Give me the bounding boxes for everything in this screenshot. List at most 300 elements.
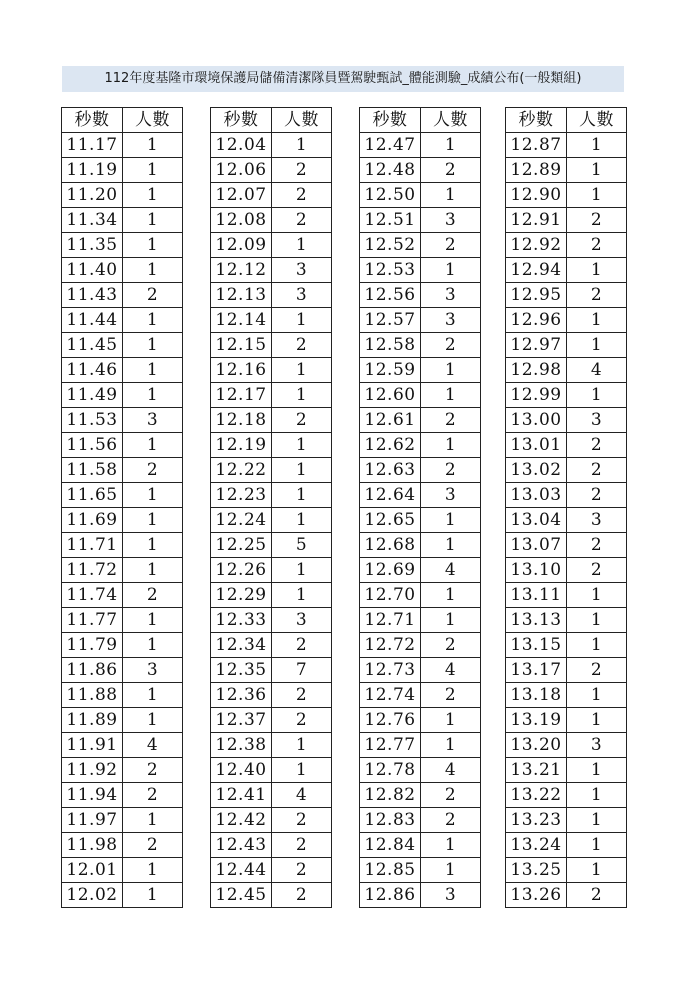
table-row	[62, 158, 183, 183]
count-cell: 1	[272, 458, 332, 483]
seconds-cell: 12.43	[211, 833, 272, 858]
table-row	[211, 608, 332, 633]
seconds-cell: 12.24	[211, 508, 272, 533]
count-header: 人數	[421, 108, 481, 133]
count-header: 人數	[123, 108, 183, 133]
table-row	[211, 408, 332, 433]
seconds-cell: 12.25	[211, 533, 272, 558]
seconds-cell: 11.94	[62, 783, 123, 808]
seconds-cell: 12.68	[360, 533, 421, 558]
table-row	[506, 508, 627, 533]
table-row	[211, 483, 332, 508]
seconds-cell: 11.79	[62, 633, 123, 658]
table-row	[360, 633, 481, 658]
count-cell: 1	[123, 683, 183, 708]
count-cell: 1	[421, 508, 481, 533]
count-cell: 2	[421, 233, 481, 258]
table-row	[506, 283, 627, 308]
seconds-cell: 12.07	[211, 183, 272, 208]
seconds-cell: 13.22	[506, 783, 567, 808]
seconds-cell: 12.96	[506, 308, 567, 333]
table-row	[506, 483, 627, 508]
table-row	[506, 733, 627, 758]
seconds-cell: 12.23	[211, 483, 272, 508]
table-row	[506, 358, 627, 383]
count-cell: 1	[272, 433, 332, 458]
table-row	[211, 333, 332, 358]
table-row	[360, 783, 481, 808]
table-row	[211, 858, 332, 883]
count-cell: 2	[272, 858, 332, 883]
count-cell: 1	[123, 158, 183, 183]
count-cell: 1	[123, 883, 183, 908]
count-cell: 2	[272, 683, 332, 708]
table-row	[506, 683, 627, 708]
seconds-cell: 12.91	[506, 208, 567, 233]
table-row	[211, 358, 332, 383]
table-row	[360, 208, 481, 233]
table-row	[506, 858, 627, 883]
score-table-1	[61, 107, 183, 908]
count-cell: 1	[421, 733, 481, 758]
count-cell: 2	[421, 808, 481, 833]
table-row	[360, 558, 481, 583]
seconds-cell: 11.77	[62, 608, 123, 633]
table-row	[360, 508, 481, 533]
count-cell: 1	[421, 358, 481, 383]
seconds-cell: 13.15	[506, 633, 567, 658]
count-cell: 1	[567, 833, 627, 858]
count-cell: 3	[421, 308, 481, 333]
table-row	[360, 758, 481, 783]
count-cell: 1	[272, 358, 332, 383]
table-row	[211, 158, 332, 183]
count-cell: 1	[567, 858, 627, 883]
seconds-cell: 12.16	[211, 358, 272, 383]
seconds-header: 秒數	[62, 108, 123, 133]
table-row	[360, 158, 481, 183]
table-row	[360, 258, 481, 283]
seconds-cell: 12.61	[360, 408, 421, 433]
count-cell: 1	[567, 258, 627, 283]
count-cell: 4	[567, 358, 627, 383]
count-cell: 3	[567, 408, 627, 433]
count-cell: 1	[567, 133, 627, 158]
seconds-cell: 11.43	[62, 283, 123, 308]
count-cell: 1	[123, 208, 183, 233]
seconds-cell: 12.74	[360, 683, 421, 708]
seconds-cell: 12.36	[211, 683, 272, 708]
count-cell: 7	[272, 658, 332, 683]
count-cell: 2	[421, 633, 481, 658]
seconds-cell: 12.56	[360, 283, 421, 308]
count-cell: 1	[123, 808, 183, 833]
table-row	[62, 208, 183, 233]
table-row	[211, 558, 332, 583]
count-cell: 1	[421, 608, 481, 633]
table-row	[506, 783, 627, 808]
seconds-cell: 12.99	[506, 383, 567, 408]
table-row	[62, 383, 183, 408]
table-row	[360, 333, 481, 358]
seconds-cell: 12.42	[211, 808, 272, 833]
seconds-cell: 12.44	[211, 858, 272, 883]
seconds-header: 秒數	[360, 108, 421, 133]
count-cell: 1	[123, 633, 183, 658]
score-table-2	[210, 107, 332, 908]
count-header: 人數	[567, 108, 627, 133]
table-row	[506, 408, 627, 433]
count-cell: 4	[272, 783, 332, 808]
seconds-cell: 12.83	[360, 808, 421, 833]
count-header: 人數	[272, 108, 332, 133]
count-cell: 2	[567, 658, 627, 683]
page-title: 112年度基隆市環境保護局儲備清潔隊員暨駕駛甄試_體能測驗_成績公布(一般類組)	[62, 66, 624, 92]
table-row	[211, 383, 332, 408]
count-cell: 2	[567, 483, 627, 508]
table-row	[211, 658, 332, 683]
seconds-cell: 11.98	[62, 833, 123, 858]
table-row	[360, 483, 481, 508]
score-table-3	[359, 107, 481, 908]
table-row	[360, 683, 481, 708]
table-row	[62, 733, 183, 758]
table-row	[211, 433, 332, 458]
table-row	[62, 408, 183, 433]
table-row	[360, 883, 481, 908]
table-row	[506, 258, 627, 283]
seconds-cell: 12.87	[506, 133, 567, 158]
seconds-cell: 12.86	[360, 883, 421, 908]
table-row	[62, 308, 183, 333]
count-cell: 2	[272, 183, 332, 208]
seconds-cell: 12.37	[211, 708, 272, 733]
table-row	[360, 358, 481, 383]
seconds-cell: 12.70	[360, 583, 421, 608]
seconds-cell: 12.85	[360, 858, 421, 883]
count-cell: 1	[123, 133, 183, 158]
seconds-cell: 13.18	[506, 683, 567, 708]
seconds-cell: 12.51	[360, 208, 421, 233]
count-cell: 1	[272, 508, 332, 533]
table-row	[211, 458, 332, 483]
seconds-cell: 12.64	[360, 483, 421, 508]
table-row	[360, 408, 481, 433]
seconds-cell: 12.60	[360, 383, 421, 408]
count-cell: 2	[272, 708, 332, 733]
table-row	[506, 158, 627, 183]
table-row	[211, 758, 332, 783]
table-row	[62, 283, 183, 308]
seconds-cell: 12.35	[211, 658, 272, 683]
seconds-cell: 12.50	[360, 183, 421, 208]
seconds-cell: 11.86	[62, 658, 123, 683]
table-row	[506, 383, 627, 408]
seconds-cell: 12.14	[211, 308, 272, 333]
seconds-cell: 12.09	[211, 233, 272, 258]
table-row	[62, 833, 183, 858]
seconds-cell: 13.20	[506, 733, 567, 758]
count-cell: 1	[123, 708, 183, 733]
count-cell: 2	[272, 208, 332, 233]
table-row	[211, 733, 332, 758]
seconds-cell: 12.45	[211, 883, 272, 908]
seconds-cell: 11.72	[62, 558, 123, 583]
count-cell: 2	[421, 683, 481, 708]
count-cell: 3	[567, 508, 627, 533]
seconds-cell: 12.13	[211, 283, 272, 308]
count-cell: 1	[421, 533, 481, 558]
seconds-cell: 12.76	[360, 708, 421, 733]
count-cell: 2	[421, 333, 481, 358]
seconds-cell: 13.00	[506, 408, 567, 433]
count-cell: 1	[123, 233, 183, 258]
table-row	[211, 833, 332, 858]
seconds-cell: 12.95	[506, 283, 567, 308]
count-cell: 1	[421, 833, 481, 858]
seconds-cell: 13.24	[506, 833, 567, 858]
count-cell: 4	[123, 733, 183, 758]
table-row	[62, 533, 183, 558]
score-table-4	[505, 107, 627, 908]
count-cell: 1	[123, 333, 183, 358]
table-row	[211, 258, 332, 283]
seconds-cell: 13.17	[506, 658, 567, 683]
seconds-cell: 11.45	[62, 333, 123, 358]
table-row	[62, 233, 183, 258]
seconds-cell: 12.73	[360, 658, 421, 683]
seconds-cell: 12.57	[360, 308, 421, 333]
table-row	[360, 433, 481, 458]
seconds-cell: 12.52	[360, 233, 421, 258]
table-row	[211, 183, 332, 208]
seconds-cell: 12.26	[211, 558, 272, 583]
table-row	[506, 883, 627, 908]
table-row	[62, 808, 183, 833]
count-cell: 3	[272, 258, 332, 283]
seconds-cell: 11.19	[62, 158, 123, 183]
count-cell: 5	[272, 533, 332, 558]
table-row	[506, 833, 627, 858]
count-cell: 2	[123, 283, 183, 308]
seconds-cell: 12.53	[360, 258, 421, 283]
count-cell: 2	[123, 783, 183, 808]
table-row	[506, 583, 627, 608]
count-cell: 1	[421, 433, 481, 458]
table-row	[506, 183, 627, 208]
seconds-cell: 12.94	[506, 258, 567, 283]
count-cell: 1	[421, 858, 481, 883]
count-cell: 2	[421, 408, 481, 433]
table-row	[360, 858, 481, 883]
count-cell: 3	[123, 408, 183, 433]
count-cell: 2	[272, 633, 332, 658]
table-row	[62, 558, 183, 583]
seconds-cell: 12.08	[211, 208, 272, 233]
table-row	[360, 708, 481, 733]
table-row	[211, 208, 332, 233]
count-cell: 3	[272, 608, 332, 633]
table-row	[62, 433, 183, 458]
count-cell: 1	[123, 358, 183, 383]
count-cell: 4	[421, 558, 481, 583]
table-row	[506, 133, 627, 158]
count-cell: 2	[123, 758, 183, 783]
table-row	[506, 208, 627, 233]
count-cell: 2	[567, 533, 627, 558]
seconds-cell: 11.92	[62, 758, 123, 783]
count-cell: 1	[567, 758, 627, 783]
table-row	[360, 658, 481, 683]
table-row	[360, 458, 481, 483]
seconds-cell: 12.92	[506, 233, 567, 258]
count-cell: 1	[272, 558, 332, 583]
table-row	[62, 333, 183, 358]
count-cell: 2	[567, 458, 627, 483]
seconds-cell: 13.10	[506, 558, 567, 583]
seconds-cell: 12.33	[211, 608, 272, 633]
count-cell: 3	[272, 283, 332, 308]
seconds-cell: 12.78	[360, 758, 421, 783]
seconds-cell: 12.48	[360, 158, 421, 183]
count-cell: 1	[567, 633, 627, 658]
seconds-cell: 13.13	[506, 608, 567, 633]
table-row	[62, 883, 183, 908]
seconds-cell: 12.29	[211, 583, 272, 608]
table-row	[506, 333, 627, 358]
seconds-cell: 11.74	[62, 583, 123, 608]
table-row	[62, 783, 183, 808]
seconds-cell: 12.98	[506, 358, 567, 383]
seconds-cell: 12.72	[360, 633, 421, 658]
seconds-cell: 12.41	[211, 783, 272, 808]
count-cell: 2	[272, 408, 332, 433]
seconds-cell: 12.58	[360, 333, 421, 358]
count-cell: 2	[272, 883, 332, 908]
table-row	[506, 633, 627, 658]
count-cell: 1	[272, 758, 332, 783]
count-cell: 3	[123, 658, 183, 683]
count-cell: 1	[567, 708, 627, 733]
count-cell: 1	[272, 733, 332, 758]
header-row	[62, 108, 183, 133]
count-cell: 1	[272, 583, 332, 608]
seconds-cell: 13.23	[506, 808, 567, 833]
seconds-cell: 12.38	[211, 733, 272, 758]
count-cell: 2	[567, 433, 627, 458]
seconds-cell: 13.02	[506, 458, 567, 483]
seconds-cell: 12.69	[360, 558, 421, 583]
count-cell: 1	[123, 308, 183, 333]
table-row	[62, 358, 183, 383]
table-row	[211, 283, 332, 308]
table-row	[360, 283, 481, 308]
count-cell: 1	[567, 308, 627, 333]
count-cell: 2	[272, 333, 332, 358]
seconds-cell: 12.63	[360, 458, 421, 483]
seconds-cell: 13.07	[506, 533, 567, 558]
count-cell: 2	[567, 883, 627, 908]
count-cell: 1	[567, 183, 627, 208]
seconds-cell: 11.65	[62, 483, 123, 508]
seconds-cell: 12.15	[211, 333, 272, 358]
count-cell: 1	[123, 858, 183, 883]
table-row	[211, 583, 332, 608]
count-cell: 1	[123, 558, 183, 583]
count-cell: 1	[123, 258, 183, 283]
table-row	[506, 658, 627, 683]
table-row	[506, 458, 627, 483]
count-cell: 1	[421, 383, 481, 408]
table-row	[506, 433, 627, 458]
header-row	[211, 108, 332, 133]
seconds-cell: 12.40	[211, 758, 272, 783]
count-cell: 1	[123, 608, 183, 633]
seconds-cell: 11.46	[62, 358, 123, 383]
count-cell: 2	[123, 833, 183, 858]
seconds-cell: 11.71	[62, 533, 123, 558]
count-cell: 2	[567, 558, 627, 583]
table-row	[62, 458, 183, 483]
seconds-cell: 12.17	[211, 383, 272, 408]
seconds-header: 秒數	[506, 108, 567, 133]
count-cell: 1	[272, 233, 332, 258]
seconds-cell: 12.12	[211, 258, 272, 283]
count-cell: 2	[272, 158, 332, 183]
table-row	[62, 633, 183, 658]
count-cell: 1	[272, 308, 332, 333]
count-cell: 1	[123, 533, 183, 558]
table-row	[62, 483, 183, 508]
table-row	[62, 683, 183, 708]
table-row	[506, 308, 627, 333]
seconds-cell: 11.91	[62, 733, 123, 758]
count-cell: 1	[272, 133, 332, 158]
count-cell: 1	[421, 258, 481, 283]
count-cell: 1	[567, 333, 627, 358]
seconds-cell: 11.20	[62, 183, 123, 208]
count-cell: 1	[123, 508, 183, 533]
table-row	[360, 583, 481, 608]
table-row	[506, 608, 627, 633]
count-cell: 4	[421, 658, 481, 683]
table-row	[211, 633, 332, 658]
seconds-cell: 12.89	[506, 158, 567, 183]
count-cell: 3	[421, 883, 481, 908]
table-row	[211, 683, 332, 708]
table-row	[62, 258, 183, 283]
seconds-cell: 12.02	[62, 883, 123, 908]
count-cell: 1	[421, 583, 481, 608]
count-cell: 1	[567, 583, 627, 608]
count-cell: 1	[567, 783, 627, 808]
table-row	[211, 783, 332, 808]
table-row	[211, 508, 332, 533]
seconds-cell: 12.62	[360, 433, 421, 458]
seconds-cell: 12.90	[506, 183, 567, 208]
seconds-cell: 11.56	[62, 433, 123, 458]
table-row	[211, 308, 332, 333]
count-cell: 1	[567, 808, 627, 833]
table-row	[360, 183, 481, 208]
table-row	[360, 383, 481, 408]
table-row	[506, 808, 627, 833]
table-row	[506, 708, 627, 733]
table-row	[211, 708, 332, 733]
seconds-cell: 11.88	[62, 683, 123, 708]
seconds-cell: 13.26	[506, 883, 567, 908]
seconds-cell: 13.11	[506, 583, 567, 608]
